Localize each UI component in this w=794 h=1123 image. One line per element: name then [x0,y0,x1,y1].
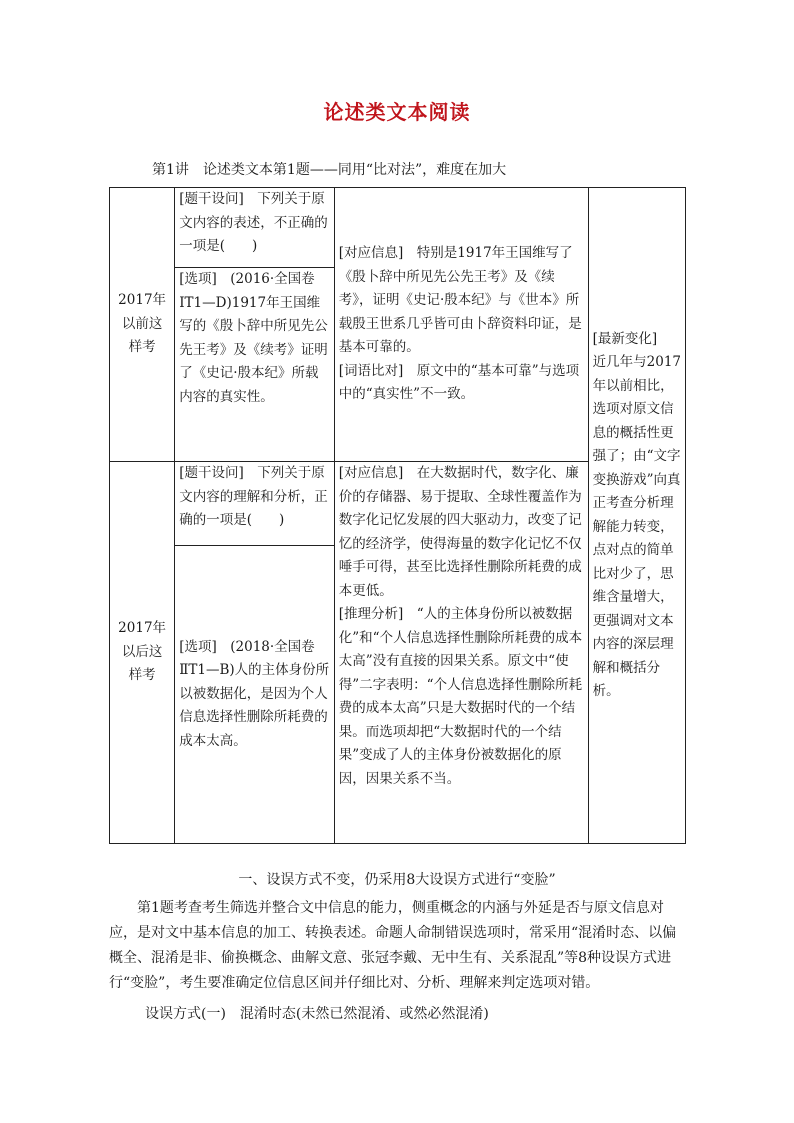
option-cell-after-2017 [175,546,335,844]
label-text: 2017年以前这样考 [118,292,167,356]
label-text: 2017年以后这样考 [118,620,167,684]
question-text: [题干设问] 下列关于原文内容的表述，不正确的一项是( ) [179,191,328,254]
question-cell-after-2017 [175,462,335,546]
analysis-text: [推理分析] “人的主体身份所以被数据化”和“个人信息选择性删除所耗费的成本太高”没有直接的因果关系。原文中“使得”二字表明：“个人信息选择性删除所耗费的成本太高”只是大数据时代的一个结果。而选项却把“大数据时代的一个结果”变成了人的主体身份被数据化的原因，因果关系不当。 [338,606,583,787]
method-heading: 设误方式(一) 混淆时态(未然已然混淆、或然必然混淆) [145,1006,489,1022]
comparison-table [109,187,686,844]
change-text: [最新变化] 近几年与2017年以前相比，选项对原文信息的概括性更强了；由“文字变换游戏”向真正考查分析理解能力转变，点对点的简单比对少了，思维含量增大，更强调对文本内容的深层理解和概括分析。 [592,330,681,699]
info-cell-after-2017 [334,462,588,844]
info-text: [对应信息] 特别是1917年王国维写了《殷卜辞中所见先公先王考》及《续考》，证明《史记·殷本纪》与《世本》所载殷王世系几乎皆可由卜辞资料印证，是基本可靠的。 [338,245,582,356]
info-cell-before-2017 [334,188,588,462]
row-label-after-2017 [110,462,175,844]
section-heading: 一、设误方式不变，仍采用8大设误方式进行“变脸” [238,872,556,888]
option-text: [选项] (2016·全国卷ⅠT1—D)1917年王国维写的《殷卜辞中所见先公先王考》及《续考》证明了《史记·殷本纪》所载内容的真实性。 [179,271,328,405]
option-cell-before-2017 [175,268,335,462]
compare-text: [词语比对] 原文中的“基本可靠”与选项中的“真实性”不一致。 [338,362,580,403]
lecture-subtitle: 第1讲 论述类文本第1题——同用“比对法”，难度在加大 [152,162,507,178]
option-text: [选项] (2018·全国卷ⅡT1—B)人的主体身份所以被数据化，是因为个人信息选择性删除所耗费的成本太高。 [179,638,330,749]
info-text: [对应信息] 在大数据时代，数字化、廉价的存储器、易于提取、全球性覆盖作为数字化记忆发展的四大驱动力，改变了记忆的经济学，使得海量的数字化记忆不仅唾手可得，甚至比选择性删除所耗费的成本更低。 [338,465,582,599]
latest-change-cell [588,188,685,844]
page-title: 论述类文本阅读 [323,100,471,124]
question-text: [题干设问] 下列关于原文内容的理解和分析，正确的一项是( ) [179,465,328,528]
row-label-before-2017 [110,188,175,462]
question-cell-before-2017 [175,188,335,268]
section-paragraph: 第1题考查考生筛选并整合文中信息的能力，侧重概念的内涵与外延是否与原文信息对应，是对文中基本信息的加工、转换表述。命题人命制错误选项时，常采用“混淆时态、以偏概全、混淆是非、偷换概念、曲解文意、张冠李戴、无中生有、关系混乱”等8种设误方式进行“变脸”，考生要准确定位信息区间并仔细比对、分析、理解来判定选项对错。 [109,900,677,991]
